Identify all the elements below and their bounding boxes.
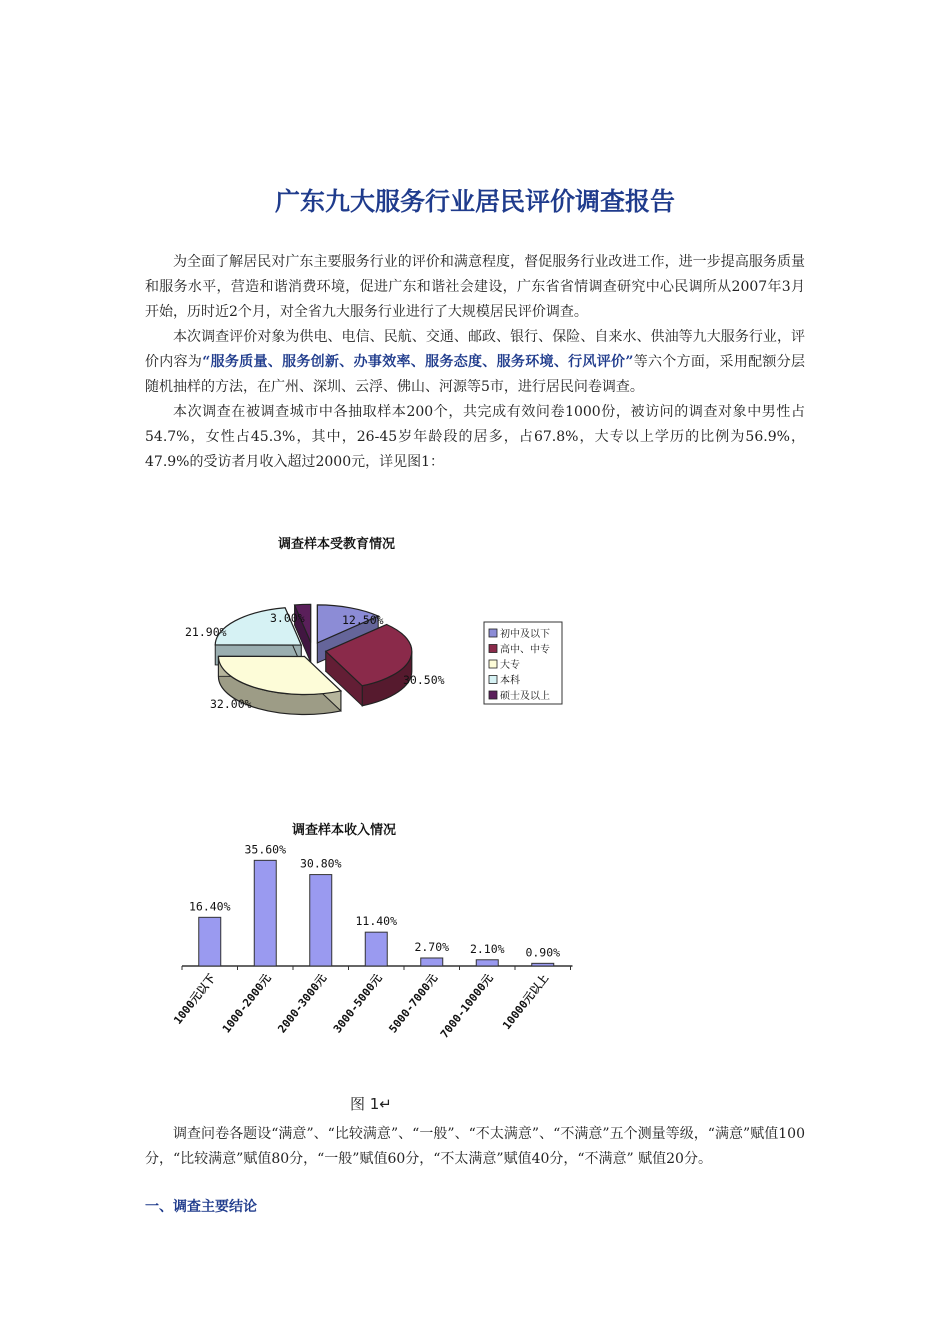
intro-text [145, 250, 805, 475]
bar-category-1: 1000-2000元 [219, 971, 274, 1036]
bar-5 [476, 960, 498, 966]
education-chart-title: 调查样本受教育情况 [278, 537, 396, 552]
paragraph-2-pre: 本次调查评价对象为供电、电信、民航、交通、邮政、银行、保险、自来水、供油等九大服务行业，评价内容为 [145, 329, 805, 370]
income-bar-chart [130, 838, 600, 1068]
bar-category-0: 1000元以下 [171, 971, 219, 1027]
pie-legend-swatch-0 [489, 629, 497, 637]
pie-legend-swatch-2 [489, 660, 497, 668]
pie-legend-swatch-3 [489, 676, 497, 684]
education-pie-chart [170, 550, 590, 740]
pie-legend-label-3: 本科 [500, 675, 520, 687]
pie-legend-swatch-1 [489, 645, 497, 653]
bar-category-4: 5000-7000元 [386, 971, 441, 1036]
paragraph-2-post: 等六个方面，采用配额分层随机抽样的方法，在广州、深圳、云浮、佛山、河源等5市，进行居民问卷调查。 [145, 354, 806, 395]
pie-label-2: 32.00% [210, 697, 252, 711]
scale-text [145, 1122, 805, 1172]
pie-legend-label-2: 大专 [500, 660, 520, 671]
bar-label-4: 2.70% [414, 939, 450, 954]
pie-label-1: 30.50% [403, 673, 445, 687]
bar-label-6: 0.90% [525, 945, 561, 960]
pie-legend-swatch-4 [489, 691, 497, 699]
bar-4 [421, 958, 443, 966]
paragraph-1: 为全面了解居民对广东主要服务行业的评价和满意程度，督促服务行业改进工作，进一步提高服务质量和服务水平，营造和谐消费环境，促进广东和谐社会建设，广东省省情调查研究中心民调所从2007年3月开始，历时近2个月，对全省九大服务行业进行了大规模居民评价调查。 [145, 254, 805, 320]
pie-label-4: 3.00% [270, 611, 305, 625]
paragraph-2 [145, 325, 805, 400]
bar-category-6: 10000元以上 [500, 971, 552, 1032]
bar-label-5: 2.10% [469, 941, 505, 956]
bar-label-3: 11.40% [355, 914, 398, 929]
income-chart-title: 调查样本收入情况 [292, 823, 397, 838]
pie-legend-label-0: 初中及以下 [500, 629, 550, 640]
bar-3 [365, 932, 387, 966]
paragraph-2-highlight: “服务质量、服务创新、办事效率、服务态度、服务环境、行风评价” [202, 354, 634, 370]
bar-label-2: 30.80% [299, 856, 342, 871]
bar-category-2: 2000-3000元 [275, 971, 330, 1036]
pie-label-0: 12.50% [342, 613, 384, 627]
page-title: 广东九大服务行业居民评价调查报告 [274, 187, 675, 216]
section-heading: 一、调查主要结论 [145, 1199, 257, 1215]
bar-label-0: 16.40% [188, 899, 231, 914]
pie-label-3: 21.90% [185, 625, 227, 639]
bar-2 [310, 875, 332, 966]
bar-category-3: 3000-5000元 [330, 971, 385, 1036]
bar-6 [532, 963, 554, 966]
bar-label-1: 35.60% [244, 842, 287, 857]
bar-0 [199, 917, 221, 966]
paragraph-4: 调查问卷各题设“满意”、“比较满意”、“一般”、“不太满意”、“不满意”五个测量等级，“满意”赋值100分，“比较满意”赋值80分，“一般”赋值60分，“不太满意”赋值40分，“不满意” 赋值20分。 [145, 1126, 805, 1167]
pie-legend-label-1: 高中、中专 [500, 644, 550, 656]
bar-1 [254, 860, 276, 966]
bar-category-5: 7000-10000元 [437, 971, 496, 1041]
figure-caption: 图 1↵ [350, 1095, 392, 1113]
pie-legend-label-4: 硕士及以上 [500, 691, 550, 702]
paragraph-3: 本次调查在被调查城市中各抽取样本200个，共完成有效问卷1000份，被访问的调查对象中男性占54.7%，女性占45.3%，其中，26-45岁年龄段的居多，占67.8%，大专以上学历的比例为56.9%，47.9%的受访者月收入超过2000元，详见图1： [145, 404, 805, 470]
